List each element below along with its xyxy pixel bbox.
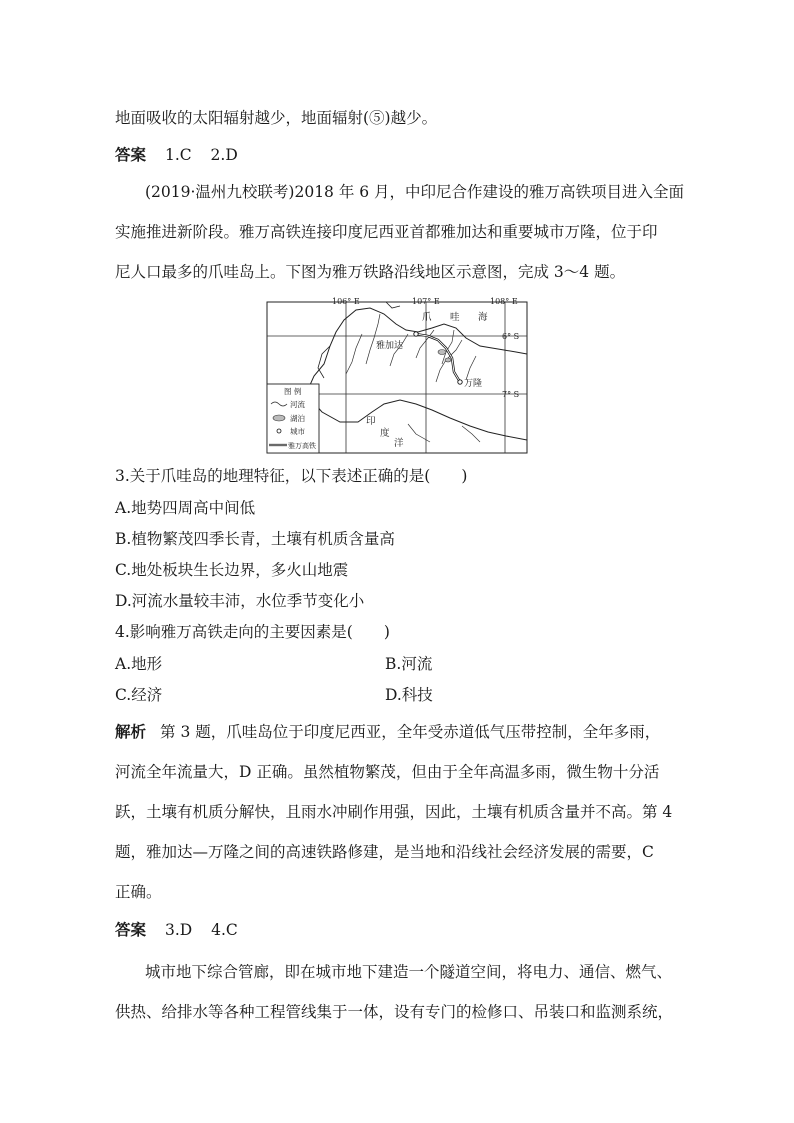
lon-label-107: 107° E [412, 297, 440, 306]
intro-line-1: (2019·温州九校联考)2018 年 6 月，中印尼合作建设的雅万高铁项目进入全面 [145, 183, 685, 201]
answer-item: 2.D [210, 146, 238, 164]
jakarta-city-dot [414, 332, 418, 336]
lake-legend-icon [273, 415, 285, 421]
analysis-text: 第 3 题，爪哇岛位于印度尼西亚，全年受赤道低气压带控制，全年多雨， [160, 723, 661, 741]
q4-option-b: B.河流 [385, 655, 433, 673]
answer-item: 4.C [211, 921, 238, 939]
q3-option-a: A.地势四周高中间低 [115, 499, 256, 517]
lat-label-6: 6° S [502, 332, 520, 341]
q3-option-d: D.河流水量较丰沛，水位季节变化小 [115, 592, 365, 610]
railway-map-svg [266, 294, 528, 454]
analysis-line-3: 跃，土壤有机质分解快，且雨水冲刷作用强，因此，土壤有机质含量并不高。第 4 [115, 803, 673, 821]
legend-railway-label: 雅万高铁 [288, 442, 316, 450]
analysis-line-2: 河流全年流量大，D 正确。虽然植物繁茂，但由于全年高温多雨，微生物十分活 [115, 763, 660, 781]
q3-option-c: C.地处板块生长边界，多火山地震 [115, 561, 349, 579]
legend-city-label: 城市 [290, 427, 305, 436]
bottom-paragraph-line-1: 城市地下综合管廊，即在城市地下建造一个隧道空间，将电力、通信、燃气、 [145, 963, 673, 981]
bandung-label: 万隆 [464, 379, 483, 389]
lat-label-7: 7° S [502, 390, 520, 399]
q4-option-c: C.经济 [115, 686, 163, 704]
lon-label-108: 108° E [490, 297, 518, 306]
q4-option-a: A.地形 [115, 655, 163, 673]
legend-lake-label: 湖泊 [290, 414, 305, 423]
intro-line-2: 实施推进新阶段。雅万高铁连接印度尼西亚首都雅加达和重要城市万隆，位于印 [115, 223, 658, 241]
city-legend-icon [277, 429, 281, 433]
legend-title: 图 例 [284, 387, 302, 396]
jakarta-label: 雅加达 [376, 341, 404, 351]
bandung-city-dot [458, 380, 462, 384]
indian-ocean-label-3: 洋 [394, 438, 404, 449]
analysis-label: 解析 [115, 723, 147, 741]
intro-line-3: 尼人口最多的爪哇岛上。下图为雅万铁路沿线地区示意图，完成 3～4 题。 [115, 263, 626, 281]
java-sea-label-2: 哇 [450, 312, 460, 323]
answer-label: 答案 [115, 146, 147, 164]
q3-option-b: B.植物繁茂四季长青，土壤有机质含量高 [115, 530, 395, 548]
indian-ocean-label-1: 印 [366, 416, 376, 427]
java-sea-label-3: 海 [478, 312, 488, 323]
answer-line-2 [115, 920, 252, 940]
analysis-line-4: 题，雅加达—万隆之间的高速铁路修建，是当地和沿线社会经济发展的需要，C [115, 843, 654, 861]
q4-stem: 4.影响雅万高铁走向的主要因素是( ) [115, 623, 390, 641]
answer-label: 答案 [115, 921, 147, 939]
answer-item: 3.D [164, 921, 193, 939]
analysis-line-1 [115, 722, 660, 742]
answer-item: 1.C [164, 146, 192, 164]
java-sea-label-1: 爪 [422, 312, 432, 323]
analysis-line-5: 正确。 [115, 883, 162, 901]
answer-line-1 [115, 145, 252, 165]
paragraph-line: 地面吸收的太阳辐射越少，地面辐射(⑤)越少。 [115, 109, 438, 127]
bottom-paragraph-line-2: 供热、给排水等各种工程管线集于一体，设有专门的检修口、吊装口和监测系统， [115, 1003, 674, 1021]
q3-stem: 3.关于爪哇岛的地理特征，以下表述正确的是( ) [115, 467, 468, 485]
indian-ocean-label-2: 度 [380, 428, 390, 439]
railway-map-figure [266, 294, 528, 454]
legend-river-label: 河流 [290, 400, 305, 409]
lon-label-106: 106° E [332, 297, 360, 306]
q4-option-d: D.科技 [385, 686, 433, 704]
